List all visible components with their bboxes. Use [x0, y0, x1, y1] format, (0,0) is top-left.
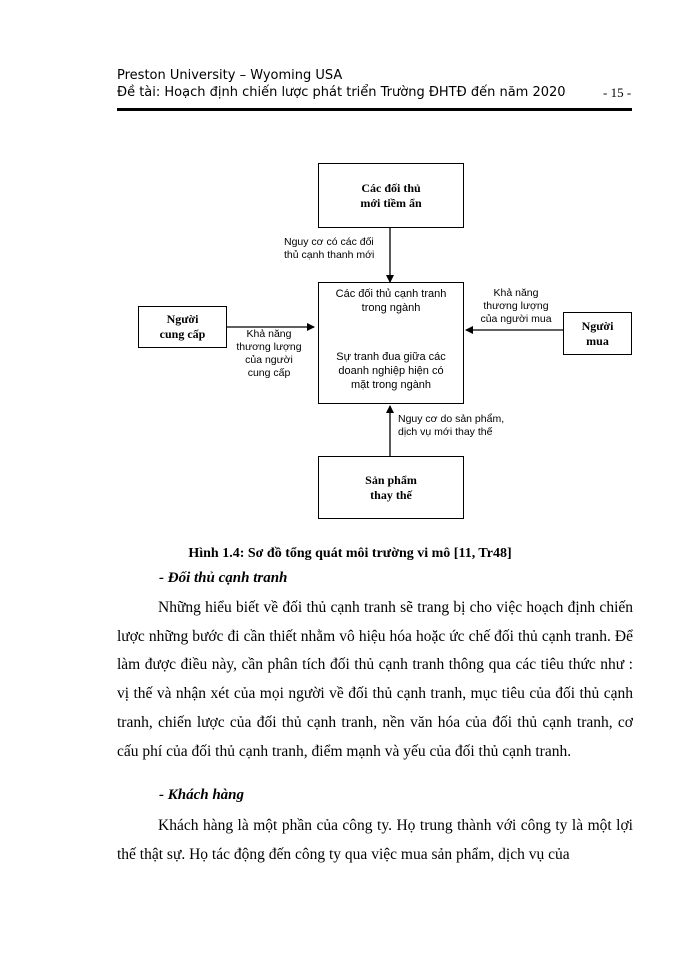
label-threat-substitutes	[398, 413, 504, 439]
paragraph-competitors: Những hiểu biết về đối thủ cạnh tranh sẽ trang bị cho việc hoạch định chiến lược những bước đi cần thiết nhằm vô hiệu hóa hoặc ức chế đối thủ cạnh tranh. Để làm được điều này, cần phân tích đối thủ cạnh tranh thông qua các tiêu thức như : vị thế và nhận xét của mọi người về đối thủ cạnh tranh, mục tiêu của đối thủ cạnh tranh, chiến lược của đối thủ cạnh tranh, nền văn hóa của đối thủ cạnh tranh, cơ cấu phí của đối thủ cạnh tranh, điểm mạnh và yếu của đối thủ cạnh tranh.	[117, 599, 633, 760]
page-number: - 15 -	[603, 85, 632, 100]
label-right-line2: thương lượng	[483, 300, 549, 312]
box-industry-rivalry	[318, 282, 464, 404]
paragraph-customers: Khách hàng là một phần của công ty. Họ trung thành với công ty là một lợi thế thật sự. Họ tác động đến công ty qua việc mua sản phẩm, dịch vụ của	[117, 817, 633, 863]
header-topic: Đề tài: Hoạch định chiến lược phát triển Trường ĐHTĐ đến năm 2020	[117, 85, 566, 100]
label-bottom-line1: Nguy cơ do sản phẩm,	[398, 413, 505, 425]
box-new-entrants-line1: Các đối thủ	[361, 180, 421, 195]
label-left-line1: Khả năng	[246, 328, 292, 340]
box-new-entrants	[318, 163, 464, 228]
label-buyer-power	[470, 287, 562, 326]
label-left-line2: thương lượng	[236, 341, 302, 353]
label-top-line2: thủ cạnh thanh mới	[284, 249, 375, 261]
header-university: Preston University – Wyoming USA	[117, 68, 343, 83]
rivalry-title-line1: Các đối thủ cạnh tranh	[335, 288, 447, 300]
box-buyers-line2: mua	[586, 333, 609, 348]
label-right-line3: của người mua	[480, 313, 552, 325]
box-buyers-line1: Người	[581, 318, 614, 333]
box-substitutes-line2: thay thế	[370, 487, 412, 502]
rivalry-desc-line1: Sự tranh đua giữa các	[336, 351, 446, 363]
box-suppliers	[138, 306, 227, 348]
label-threat-new-entrants	[284, 236, 374, 262]
section-heading-customers: - Khách hàng	[159, 787, 245, 803]
rivalry-desc-line3: mặt trong ngành	[350, 379, 432, 391]
box-new-entrants-line2: mới tiềm ẩn	[360, 195, 422, 210]
figure-caption: Hình 1.4: Sơ đồ tổng quát môi trường vi mô [11, Tr48]	[188, 546, 512, 561]
label-left-line4: cung cấp	[247, 367, 291, 379]
label-left-line3: của người	[245, 354, 293, 366]
label-right-line1: Khả năng	[493, 287, 539, 299]
label-top-line1: Nguy cơ có các đối	[284, 236, 374, 248]
label-supplier-power	[229, 328, 309, 380]
section-heading-competitors: - Đối thủ cạnh tranh	[159, 570, 288, 586]
box-substitutes	[318, 456, 464, 519]
box-suppliers-line2: cung cấp	[159, 327, 206, 341]
rivalry-description	[319, 350, 463, 392]
box-substitutes-line1: Sản phẩm	[365, 472, 417, 487]
box-buyers	[563, 312, 632, 355]
rivalry-title-line2: trong ngành	[361, 302, 421, 314]
box-suppliers-line1: Người	[166, 312, 199, 326]
label-bottom-line2: dịch vụ mới thay thế	[398, 426, 493, 438]
rivalry-title	[319, 287, 463, 315]
rivalry-desc-line2: doanh nghiệp hiện có	[338, 365, 444, 377]
